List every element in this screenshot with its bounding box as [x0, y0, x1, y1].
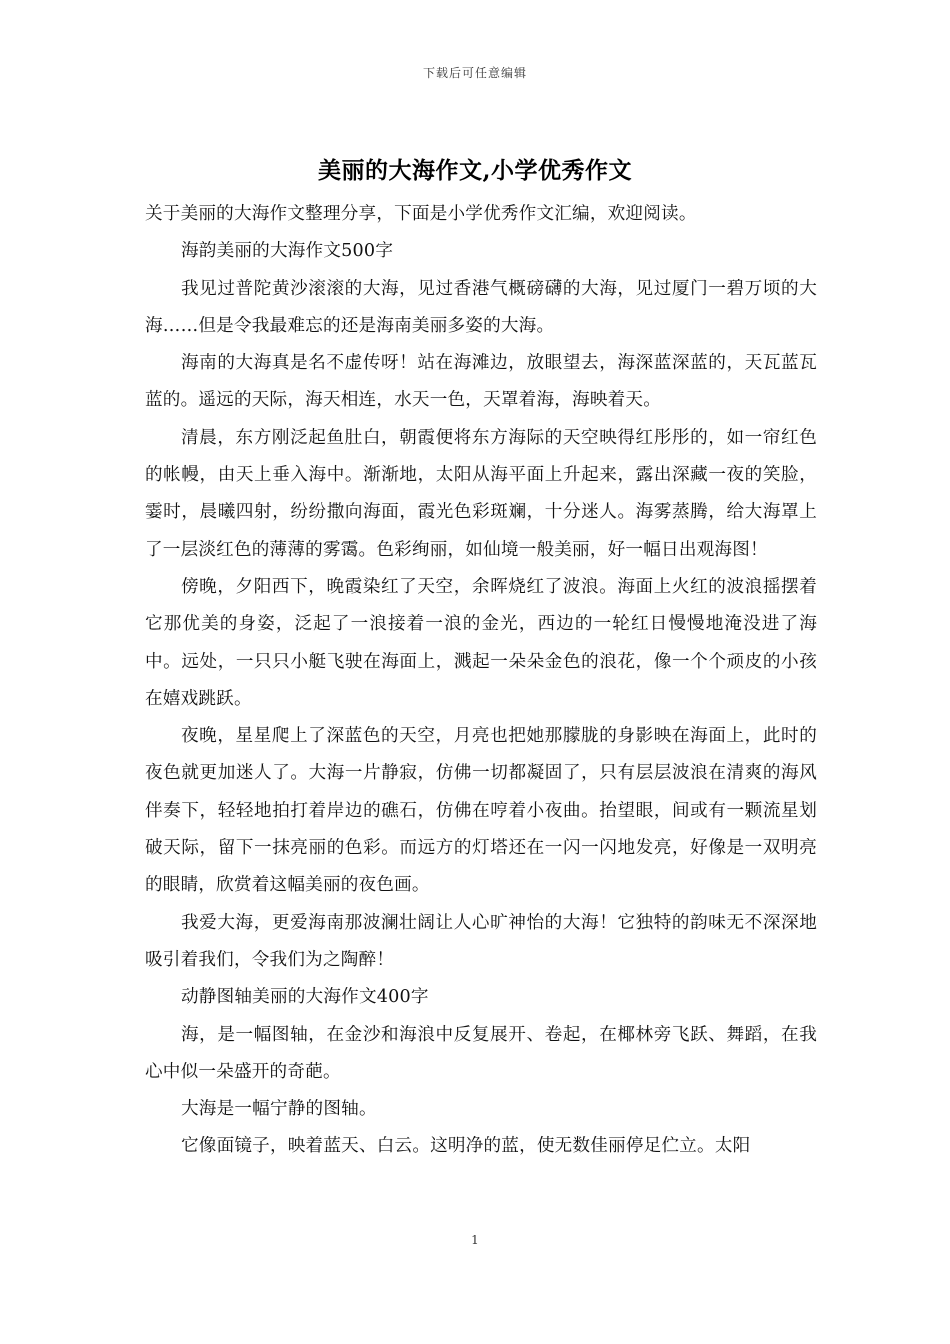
intro-paragraph: 关于美丽的大海作文整理分享，下面是小学优秀作文汇编，欢迎阅读。	[145, 204, 697, 224]
section-heading: 海韵美丽的大海作文500字	[181, 241, 394, 262]
body-paragraph: 海南的大海真是名不虚传呀！站在海滩边，放眼望去，海深蓝深蓝的，天瓦蓝瓦蓝的。遥远的天际，海天相连，水天一色，天罩着海，海映着天。	[145, 353, 817, 411]
body-paragraph: 夜晚，星星爬上了深蓝色的天空，月亮也把她那朦胧的身影映在海面上，此时的夜色就更加迷人了。大海一片静寂，仿佛一切都凝固了，只有层层波浪在清爽的海风伴奏下，轻轻地拍打着岸边的礁石，仿佛在哼着小夜曲。抬望眼，间或有一颗流星划破天际，留下一抹亮丽的色彩。而远方的灯塔还在一闪一闪地发亮，好像是一双明亮的眼睛，欣赏着这幅美丽的夜色画。	[145, 726, 817, 896]
page-header: 下载后可任意编辑	[422, 66, 527, 80]
body-paragraph: 我爱大海，更爱海南那波澜壮阔让人心旷神怡的大海！它独特的韵味无不深深地吸引着我们，令我们为之陶醉！	[145, 912, 817, 970]
body-paragraph: 傍晚，夕阳西下，晚霞染红了天空，余晖烧红了波浪。海面上火红的波浪摇摆着它那优美的身姿，泛起了一浪接着一浪的金光，西边的一轮红日慢慢地淹没进了海中。远处，一只只小艇飞驶在海面上，溅起一朵朵金色的浪花，像一个个顽皮的小孩在嬉戏跳跃。	[145, 576, 817, 709]
page-number: 1	[471, 1233, 479, 1247]
document-title: 美丽的大海作文,小学优秀作文	[317, 157, 632, 184]
section-heading: 动静图轴美丽的大海作文400字	[181, 987, 429, 1008]
body-paragraph: 我见过普陀黄沙滚滚的大海，见过香港气概磅礴的大海，见过厦门一碧万顷的大海……但是令我最难忘的还是海南美丽多姿的大海。	[145, 278, 817, 336]
body-paragraph: 它像面镜子，映着蓝天、白云。这明净的蓝，使无数佳丽停足伫立。太阳	[181, 1136, 751, 1157]
document-body	[145, 196, 817, 1166]
body-paragraph: 海，是一幅图轴，在金沙和海浪中反复展开、卷起，在椰林旁飞跃、舞蹈，在我心中似一朵盛开的奇葩。	[145, 1024, 817, 1082]
body-paragraph: 清晨，东方刚泛起鱼肚白，朝霞便将东方海际的天空映得红彤彤的，如一帘红色的帐幔，由天上垂入海中。渐渐地，太阳从海平面上升起来，露出深藏一夜的笑脸，霎时，晨曦四射，纷纷撒向海面，霞光色彩斑斓，十分迷人。海雾蒸腾，给大海罩上了一层淡红色的薄薄的雾霭。色彩绚丽，如仙境一般美丽，好一幅日出观海图！	[145, 427, 817, 560]
body-paragraph: 大海是一幅宁静的图轴。	[181, 1099, 377, 1120]
